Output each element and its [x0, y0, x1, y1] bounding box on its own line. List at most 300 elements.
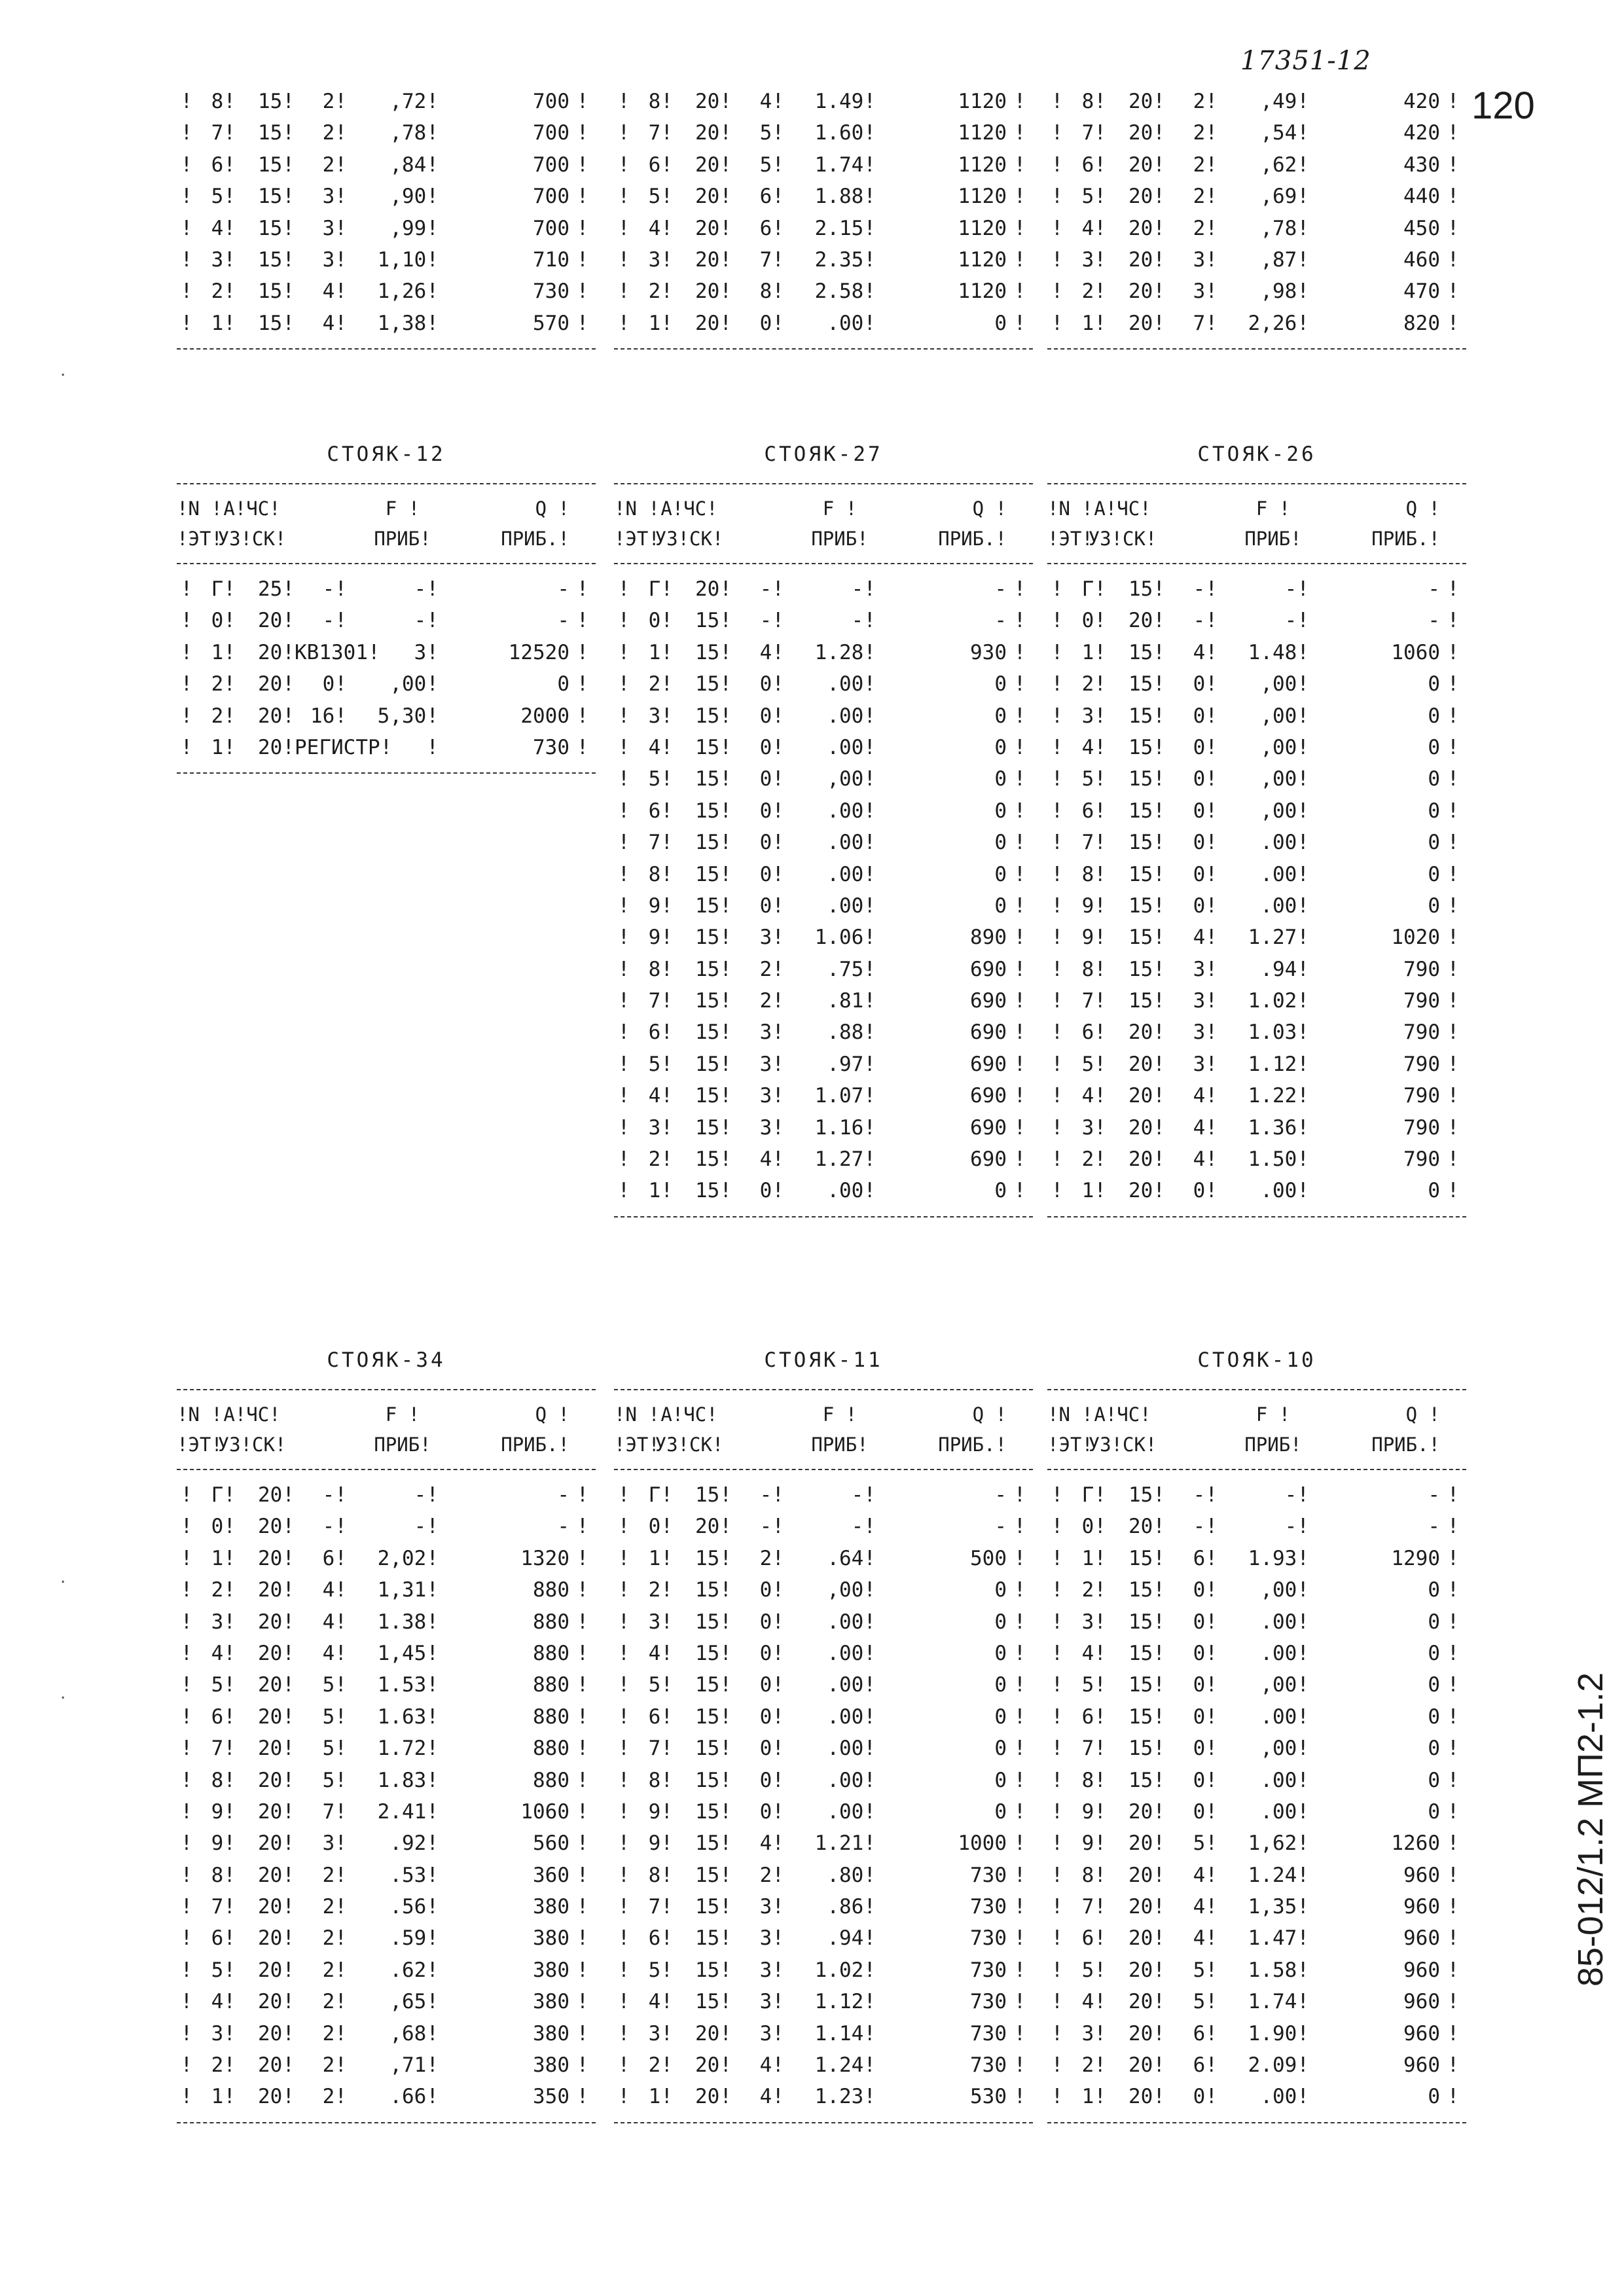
riser-block [177, 1341, 596, 2133]
floor-cell: Г! [211, 1483, 236, 1507]
sections-cell: 0! [759, 1673, 784, 1697]
row-bar: ! [1013, 1863, 1026, 1887]
floor-cell: 9! [211, 1799, 236, 1824]
row-bar: ! [180, 672, 193, 696]
q-cell: 1120 [958, 185, 1007, 209]
sections-cell: 5! [1193, 1990, 1218, 2014]
row-bar: ! [180, 577, 193, 601]
table-row [1047, 86, 1466, 117]
row-bar: ! [576, 1863, 589, 1887]
diameter-cell: 20! [258, 1704, 295, 1729]
q-cell: 420 [1403, 90, 1440, 113]
diameter-cell: 20! [1128, 609, 1165, 633]
table-row [177, 1860, 596, 1891]
area-cell: .00! [827, 1610, 876, 1634]
row-bar: ! [1051, 2085, 1064, 2109]
table-row [177, 1955, 596, 1986]
diameter-cell: 15! [1128, 577, 1165, 601]
row-bar: ! [576, 90, 589, 113]
area-cell: 1.07! [814, 1084, 876, 1108]
row-bar: ! [1051, 893, 1064, 918]
row-bar: ! [617, 1799, 630, 1824]
row-bar: ! [180, 1610, 193, 1634]
area-cell: ,00! [1260, 672, 1309, 696]
table-row [177, 2081, 596, 2112]
diameter-cell: 20! [1128, 311, 1165, 335]
area-cell: 2,26! [1248, 311, 1309, 335]
sections-cell: 0! [759, 831, 784, 855]
row-bar: ! [576, 1926, 589, 1951]
area-cell: .00! [827, 1768, 876, 1792]
q-cell: 730 [533, 735, 569, 759]
sections-cell: 4! [759, 1147, 784, 1172]
row-bar: ! [1051, 1799, 1064, 1824]
handwritten-note: 17351-12 [1240, 46, 1371, 76]
row-bar: ! [617, 1020, 630, 1045]
table-row [177, 1638, 596, 1669]
table-row [614, 1479, 1033, 1511]
row-bar: ! [617, 1895, 630, 1919]
row-bar: ! [1013, 1483, 1026, 1507]
row-bar: ! [576, 1704, 589, 1729]
row-bar: ! [1013, 1610, 1026, 1634]
row-bar: ! [1051, 989, 1064, 1013]
table-row [1047, 1543, 1466, 1574]
row-bar: ! [617, 185, 630, 209]
row-bar: ! [180, 247, 193, 272]
table-row [1047, 1574, 1466, 1606]
riser-block [614, 1341, 1033, 2133]
diameter-cell: 15! [695, 862, 732, 886]
table-row [1047, 1701, 1466, 1733]
area-cell: .00! [1260, 1179, 1309, 1203]
row-bar: ! [1013, 957, 1026, 981]
sections-cell: 3! [322, 1831, 347, 1856]
row-bar: ! [576, 1990, 589, 2014]
row-bar: ! [1447, 1610, 1460, 1634]
row-bar: ! [617, 1831, 630, 1856]
row-bar: ! [180, 90, 193, 113]
sections-cell: 5! [1193, 1831, 1218, 1856]
table-row [614, 1701, 1033, 1733]
row-bar: ! [1051, 735, 1064, 759]
divider [177, 1389, 596, 1390]
diameter-cell: 15! [695, 1483, 732, 1507]
area-cell: .00! [827, 862, 876, 886]
row-bar: ! [1447, 216, 1460, 240]
header-cell: УЗ!СК! [1088, 528, 1157, 550]
q-cell: 880 [533, 1610, 569, 1634]
divider [614, 348, 1033, 350]
floor-cell: 1! [211, 640, 236, 664]
q-cell: 930 [970, 640, 1007, 664]
row-bar: ! [1447, 1084, 1460, 1108]
table-row [1047, 1955, 1466, 1986]
q-cell: 690 [970, 957, 1007, 981]
table-row [1047, 1828, 1466, 1859]
row-bar: ! [1013, 1515, 1026, 1539]
q-cell: 0 [994, 1179, 1007, 1203]
row-bar: ! [1051, 1515, 1064, 1539]
row-bar: ! [1013, 767, 1026, 791]
floor-cell: 4! [648, 216, 673, 240]
header-cell [288, 1399, 353, 1430]
area-cell: ,90! [389, 185, 439, 209]
header-cell: Q ! [1405, 1403, 1440, 1426]
sections-cell: 3! [322, 247, 347, 272]
diameter-cell: 20! [695, 2085, 732, 2109]
row-bar: ! [576, 1483, 589, 1507]
riser-title: СТОЯК-34 [327, 1348, 446, 1372]
row-bar: ! [180, 1546, 193, 1570]
row-bar: ! [617, 90, 630, 113]
diameter-cell: 20! [695, 121, 732, 145]
sections-cell: 0! [1193, 1578, 1218, 1602]
diameter-cell: 20! [258, 640, 295, 664]
area-cell: 1,38! [377, 311, 439, 335]
row-bar: ! [576, 735, 589, 759]
sections-cell: -! [1193, 1483, 1218, 1507]
area-cell: .00! [827, 1737, 876, 1761]
sections-cell: 4! [1193, 640, 1218, 664]
floor-cell: 3! [1081, 247, 1106, 272]
area-cell: 1,62! [1248, 1831, 1309, 1856]
row-bar: ! [576, 1578, 589, 1602]
sections-cell: 3! [759, 1052, 784, 1076]
header-cell: ПРИБ.! [501, 1433, 569, 1456]
diameter-cell: 20! [1128, 185, 1165, 209]
sections-cell: 2! [759, 1546, 784, 1570]
header-cell: А!ЧС! [1094, 497, 1151, 520]
diameter-cell: 15! [695, 609, 732, 633]
row-bar: ! [1013, 1147, 1026, 1172]
sections-cell: 0! [759, 311, 784, 335]
table-row [614, 732, 1033, 763]
floor-cell: 3! [1081, 704, 1106, 728]
area-cell: 2.41! [377, 1799, 439, 1824]
row-bar: ! [1051, 311, 1064, 335]
sections-cell: -! [759, 1515, 784, 1539]
diameter-cell: 15! [258, 279, 295, 304]
diameter-cell: 20! [1128, 1799, 1165, 1824]
q-cell: 570 [533, 311, 569, 335]
row-bar: ! [617, 2053, 630, 2078]
diameter-cell: 15! [695, 1179, 732, 1203]
sections-cell: -! [322, 577, 347, 601]
q-cell: 960 [1403, 1990, 1440, 2014]
q-cell: 730 [970, 1863, 1007, 1887]
floor-cell: 2! [648, 2053, 673, 2078]
table-row [177, 668, 596, 700]
header-cell: !N ! [177, 1403, 223, 1426]
sections-cell: 3! [759, 1115, 784, 1140]
q-cell: 0 [1428, 862, 1440, 886]
header-cell: А!ЧС! [660, 497, 718, 520]
row-bar: ! [1013, 609, 1026, 633]
diameter-cell: 15! [1128, 799, 1165, 823]
diameter-cell: 15! [258, 90, 295, 113]
area-cell: 1.48! [1248, 640, 1309, 664]
diameter-cell: 20! [1128, 153, 1165, 177]
area-cell: .75! [827, 957, 876, 981]
area-cell: .00! [1260, 1704, 1309, 1729]
table-row [614, 890, 1033, 922]
sections-cell: 2! [322, 1958, 347, 1982]
table-row [177, 1765, 596, 1796]
row-bar: ! [1447, 1546, 1460, 1570]
sections-cell: 8! [759, 279, 784, 304]
diameter-cell: 25! [258, 577, 295, 601]
q-cell: 0 [1428, 1610, 1440, 1634]
header-cell: F ! [385, 1403, 420, 1426]
floor-cell: 8! [211, 1768, 236, 1792]
table-row [1047, 276, 1466, 307]
table-row [1047, 1144, 1466, 1175]
row-bar: ! [617, 1483, 630, 1507]
sections-cell: 0! [1193, 831, 1218, 855]
floor-cell: 2! [1081, 672, 1106, 696]
sections-cell: 0! [1193, 1673, 1218, 1697]
sections-cell: -! [322, 609, 347, 633]
area-cell: .00! [827, 893, 876, 918]
divider [614, 1469, 1033, 1470]
floor-cell: 9! [648, 926, 673, 950]
row-bar: ! [1447, 957, 1460, 981]
table-row [177, 308, 596, 339]
diameter-cell: 20! [1128, 1863, 1165, 1887]
floor-cell: 7! [1081, 121, 1106, 145]
table-row [614, 795, 1033, 827]
diameter-cell: 15! [695, 704, 732, 728]
area-cell: -! [414, 1483, 439, 1507]
q-cell: 1060 [1391, 640, 1440, 664]
header-cell: ПРИБ.! [938, 1433, 1007, 1456]
header-cell: !ЭТ! [614, 1433, 660, 1456]
diameter-cell: 15! [1128, 989, 1165, 1013]
q-cell: 960 [1403, 1926, 1440, 1951]
sections-cell: 0! [1193, 893, 1218, 918]
sections-cell: 0! [759, 1704, 784, 1729]
q-cell: - [1428, 577, 1440, 601]
sections-cell: 4! [322, 1641, 347, 1665]
row-bar: ! [1013, 90, 1026, 113]
q-cell: 880 [533, 1737, 569, 1761]
diameter-cell: 20! [258, 735, 295, 759]
divider [177, 2122, 596, 2123]
row-bar: ! [617, 735, 630, 759]
table-row [1047, 1479, 1466, 1511]
row-bar: ! [180, 2021, 193, 2046]
row-bar: ! [1013, 1578, 1026, 1602]
area-cell: ,00! [1260, 1737, 1309, 1761]
floor-cell: 7! [648, 1895, 673, 1919]
area-cell: ,72! [389, 90, 439, 113]
divider [1047, 1216, 1466, 1217]
header-cell: F ! [385, 497, 420, 520]
area-cell: .00! [827, 311, 876, 335]
table-row [614, 2049, 1033, 2081]
table-row [177, 1606, 596, 1638]
table-row [614, 308, 1033, 339]
sections-cell: 3! [322, 185, 347, 209]
q-cell: 360 [533, 1863, 569, 1887]
table-row [177, 1669, 596, 1701]
table-row [614, 1049, 1033, 1080]
table-row [614, 637, 1033, 668]
table-row [614, 954, 1033, 985]
area-cell: -! [851, 609, 876, 633]
area-cell: .00! [1260, 893, 1309, 918]
q-cell: 690 [970, 989, 1007, 1013]
row-bar: ! [576, 247, 589, 272]
diameter-cell: 20! [1128, 2053, 1165, 2078]
area-cell: ,00! [1260, 799, 1309, 823]
sections-cell: 0! [1193, 862, 1218, 886]
row-bar: ! [180, 153, 193, 177]
row-bar: ! [180, 2053, 193, 2078]
table-row [614, 244, 1033, 276]
diameter-cell: 20! [1128, 1958, 1165, 1982]
q-cell: 1120 [958, 90, 1007, 113]
row-bar: ! [1051, 831, 1064, 855]
diameter-cell: 15! [695, 1673, 732, 1697]
header-cell: Q ! [972, 1403, 1007, 1426]
table-row [1047, 1669, 1466, 1701]
table-row [614, 1638, 1033, 1669]
floor-cell: 5! [1081, 1673, 1106, 1697]
table-row [1047, 308, 1466, 339]
area-cell: 1.93! [1248, 1546, 1309, 1570]
diameter-cell: 15! [1128, 735, 1165, 759]
header-line [177, 524, 596, 554]
diameter-cell: 15! [695, 1115, 732, 1140]
area-cell: ,00! [1260, 704, 1309, 728]
q-cell: 0 [1428, 1704, 1440, 1729]
row-bar: ! [617, 1052, 630, 1076]
area-cell: 1.47! [1248, 1926, 1309, 1951]
sections-cell: 0! [322, 672, 347, 696]
row-bar: ! [617, 767, 630, 791]
sections-cell: -! [759, 609, 784, 633]
table-row [614, 1606, 1033, 1638]
sections-cell: 2! [1193, 90, 1218, 113]
diameter-cell: 15! [695, 1020, 732, 1045]
floor-cell: 1! [648, 640, 673, 664]
header-cell: F ! [822, 497, 857, 520]
diameter-cell: 20! [258, 1831, 295, 1856]
area-cell: 1.23! [814, 2085, 876, 2109]
q-cell: 960 [1403, 2053, 1440, 2078]
floor-cell: 6! [648, 1926, 673, 1951]
table-row [1047, 181, 1466, 212]
row-bar: ! [617, 1704, 630, 1729]
row-bar: ! [1051, 153, 1064, 177]
table-row [1047, 1891, 1466, 1922]
diameter-cell: 15! [695, 735, 732, 759]
q-cell: 0 [994, 767, 1007, 791]
row-bar: ! [1013, 735, 1026, 759]
q-cell: - [994, 577, 1007, 601]
row-bar: ! [1447, 1673, 1460, 1697]
riser-title: СТОЯК-10 [1197, 1348, 1316, 1372]
row-bar: ! [617, 153, 630, 177]
row-bar: ! [1013, 1895, 1026, 1919]
header-cell [1159, 494, 1224, 524]
table-row [177, 86, 596, 117]
area-cell: ,69! [1260, 185, 1309, 209]
area-cell: -! [851, 1515, 876, 1539]
header-line [1047, 1430, 1466, 1460]
row-bar: ! [1051, 1546, 1064, 1570]
table-row [177, 1922, 596, 1954]
floor-cell: 2! [648, 1147, 673, 1172]
floor-cell: 5! [648, 1052, 673, 1076]
area-cell: .94! [827, 1926, 876, 1951]
row-bar: ! [1447, 1863, 1460, 1887]
sections-cell: КВ1301! [295, 640, 380, 664]
header-cell: ПРИБ.! [1371, 528, 1440, 550]
sections-cell: 6! [759, 216, 784, 240]
side-code: 85-012/1.2 МП2-1.2 [1571, 1672, 1610, 1987]
row-bar: ! [617, 1737, 630, 1761]
table-row [177, 605, 596, 636]
row-bar: ! [1051, 1704, 1064, 1729]
table-row [1047, 985, 1466, 1017]
table-row [1047, 1511, 1466, 1542]
row-bar: ! [1051, 90, 1064, 113]
row-bar: ! [576, 577, 589, 601]
sections-cell: 2! [322, 2021, 347, 2046]
area-cell: .81! [827, 989, 876, 1013]
diameter-cell: 20! [258, 1673, 295, 1697]
area-cell: -! [414, 609, 439, 633]
divider [614, 483, 1033, 484]
floor-cell: 0! [1081, 1515, 1106, 1539]
row-bar: ! [1447, 2021, 1460, 2046]
row-bar: ! [576, 672, 589, 696]
diameter-cell: 15! [695, 893, 732, 918]
sections-cell: 4! [322, 311, 347, 335]
sections-cell: 0! [759, 1578, 784, 1602]
area-cell: 1.36! [1248, 1115, 1309, 1140]
sections-cell: 3! [759, 1990, 784, 2014]
q-cell: 790 [1403, 989, 1440, 1013]
row-bar: ! [180, 1926, 193, 1951]
sections-cell: 3! [759, 1895, 784, 1919]
row-bar: ! [1447, 577, 1460, 601]
area-cell: 1.16! [814, 1115, 876, 1140]
q-cell: 380 [533, 1958, 569, 1982]
header-line [614, 524, 1033, 554]
q-cell: 0 [994, 1641, 1007, 1665]
sections-cell: -! [1193, 1515, 1218, 1539]
diameter-cell: 15! [695, 1147, 732, 1172]
area-cell: 5,30! [377, 704, 439, 728]
q-cell: 880 [533, 1704, 569, 1729]
diameter-cell: 15! [695, 957, 732, 981]
q-cell: 960 [1403, 2021, 1440, 2046]
diameter-cell: 20! [695, 90, 732, 113]
header-cell: ПРИБ! [811, 1433, 869, 1456]
diameter-cell: 20! [695, 153, 732, 177]
floor-cell: 0! [648, 1515, 673, 1539]
table-row [1047, 2018, 1466, 2049]
row-bar: ! [1013, 1052, 1026, 1076]
sections-cell: 4! [759, 90, 784, 113]
diameter-cell: 15! [695, 672, 732, 696]
q-cell: 0 [1428, 1673, 1440, 1697]
row-bar: ! [180, 1990, 193, 2014]
